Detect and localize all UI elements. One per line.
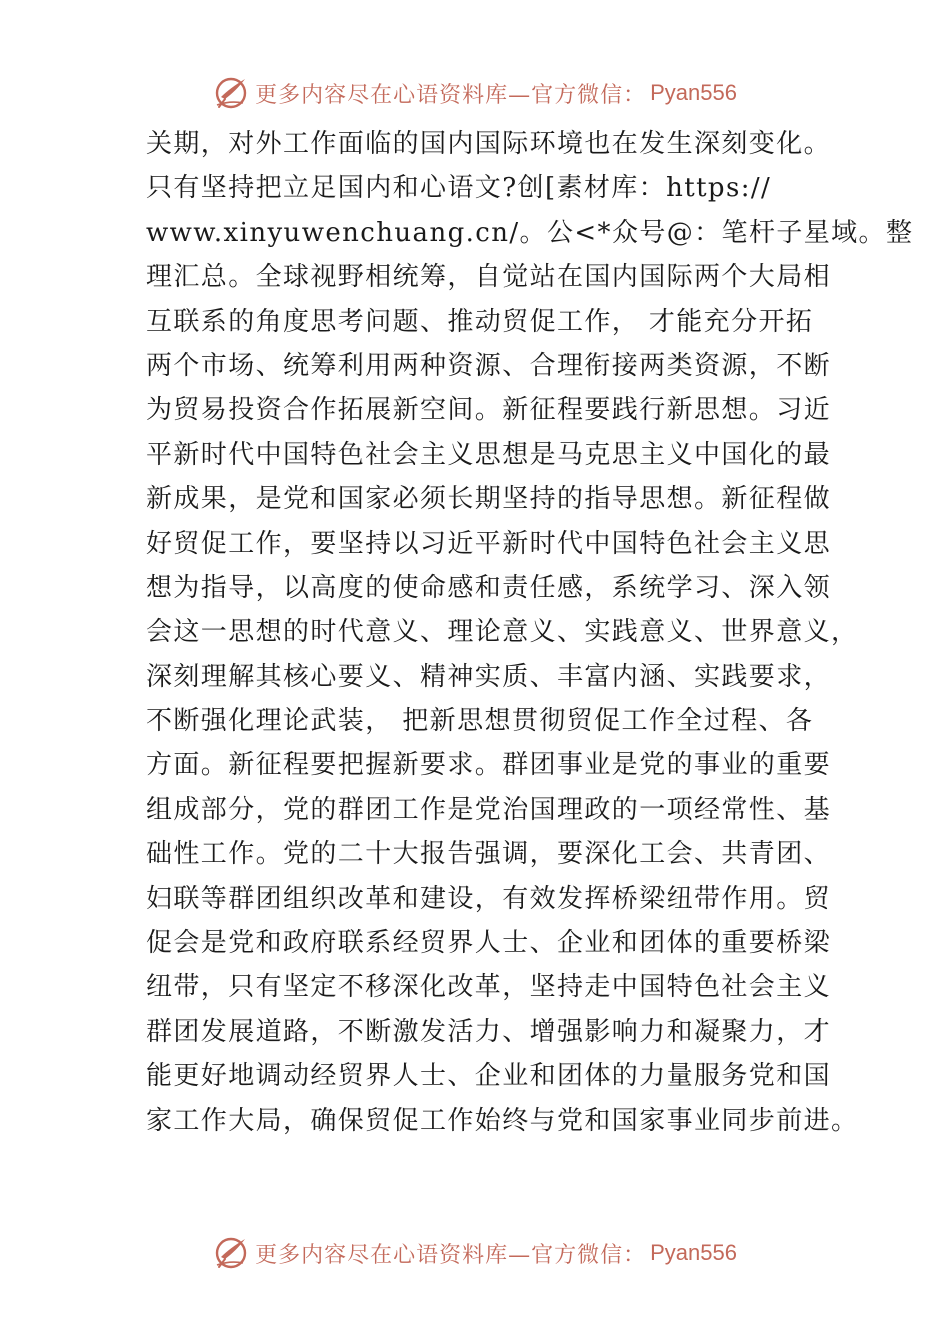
body-text-line: 纽带，只有坚定不移深化改革，坚持走中国特色社会主义 [146, 972, 832, 1003]
body-text-line: 家工作大局，确保贸促工作始终与党和国家事业同步前进。 [146, 1105, 859, 1136]
body-text-line: 促会是党和政府联系经贸界人士、企业和团体的重要桥梁 [146, 928, 832, 959]
body-text-line: 两个市场、统筹利用两种资源、合理衔接两类资源，不断 [146, 350, 832, 381]
body-text-line: 能更好地调动经贸界人士、企业和团体的力量服务党和国 [146, 1061, 832, 1092]
body-text-line: 础性工作。党的二十大报告强调，要深化工会、共青团、 [146, 839, 832, 870]
header-watermark-account: Pyan556 [650, 80, 737, 105]
body-text-line: 会这一思想的时代意义、理论意义、实践意义、世界意义， [146, 617, 859, 648]
body-text-line: 理汇总。全球视野相统筹，自觉站在国内国际两个大局相 [146, 262, 832, 293]
body-text-line: 群团发展道路，不断激发活力、增强影响力和凝聚力，才 [146, 1016, 832, 1047]
body-text-line: 互联系的角度思考问题、推动贸促工作， 才能充分开拓 [146, 306, 814, 337]
body-text-line: 好贸促工作，要坚持以习近平新时代中国特色社会主义思 [146, 528, 832, 559]
body-text-line: 方面。新征程要把握新要求。群团事业是党的事业的重要 [146, 750, 832, 781]
body-text-line: 想为指导，以高度的使命感和责任感，系统学习、深入领 [146, 572, 832, 603]
header-watermark-text: 更多内容尽在心语资料库—官方微信： [255, 82, 647, 108]
body-text-line: 组成部分，党的群团工作是党治国理政的一项经常性、基 [146, 794, 832, 825]
footer-watermark-account: Pyan556 [650, 1240, 737, 1265]
body-text-line: 为贸易投资合作拓展新空间。新征程要践行新思想。习近 [146, 395, 832, 426]
body-text-line: 妇联等群团组织改革和建设，有效发挥桥梁纽带作用。贸 [146, 883, 832, 914]
body-text-line: 不断强化理论武装， 把新思想贯彻贸促工作全过程、各 [146, 706, 814, 737]
quill-pen-circle-icon [213, 1235, 249, 1271]
body-text-line: 只有坚持把立足国内和心语文?创[素材库：https:// [146, 173, 772, 204]
body-text-line: 平新时代中国特色社会主义思想是马克思主义中国化的最 [146, 439, 832, 470]
body-text-line: 新成果，是党和国家必须长期坚持的指导思想。新征程做 [146, 484, 832, 515]
document-body [146, 122, 914, 1143]
quill-pen-circle-icon [213, 75, 249, 111]
body-text-line: 关期，对外工作面临的国内国际环境也在发生深刻变化。 [146, 129, 832, 159]
footer-watermark [0, 1228, 950, 1278]
header-watermark [0, 68, 950, 118]
body-text-line: 深刻理解其核心要义、精神实质、丰富内涵、实践要求， [146, 661, 832, 692]
footer-watermark-text: 更多内容尽在心语资料库—官方微信： [255, 1242, 647, 1268]
body-text-line: www.xinyuwenchuang.cn/。公<*众号@：笔杆子星域。整 [146, 217, 914, 248]
